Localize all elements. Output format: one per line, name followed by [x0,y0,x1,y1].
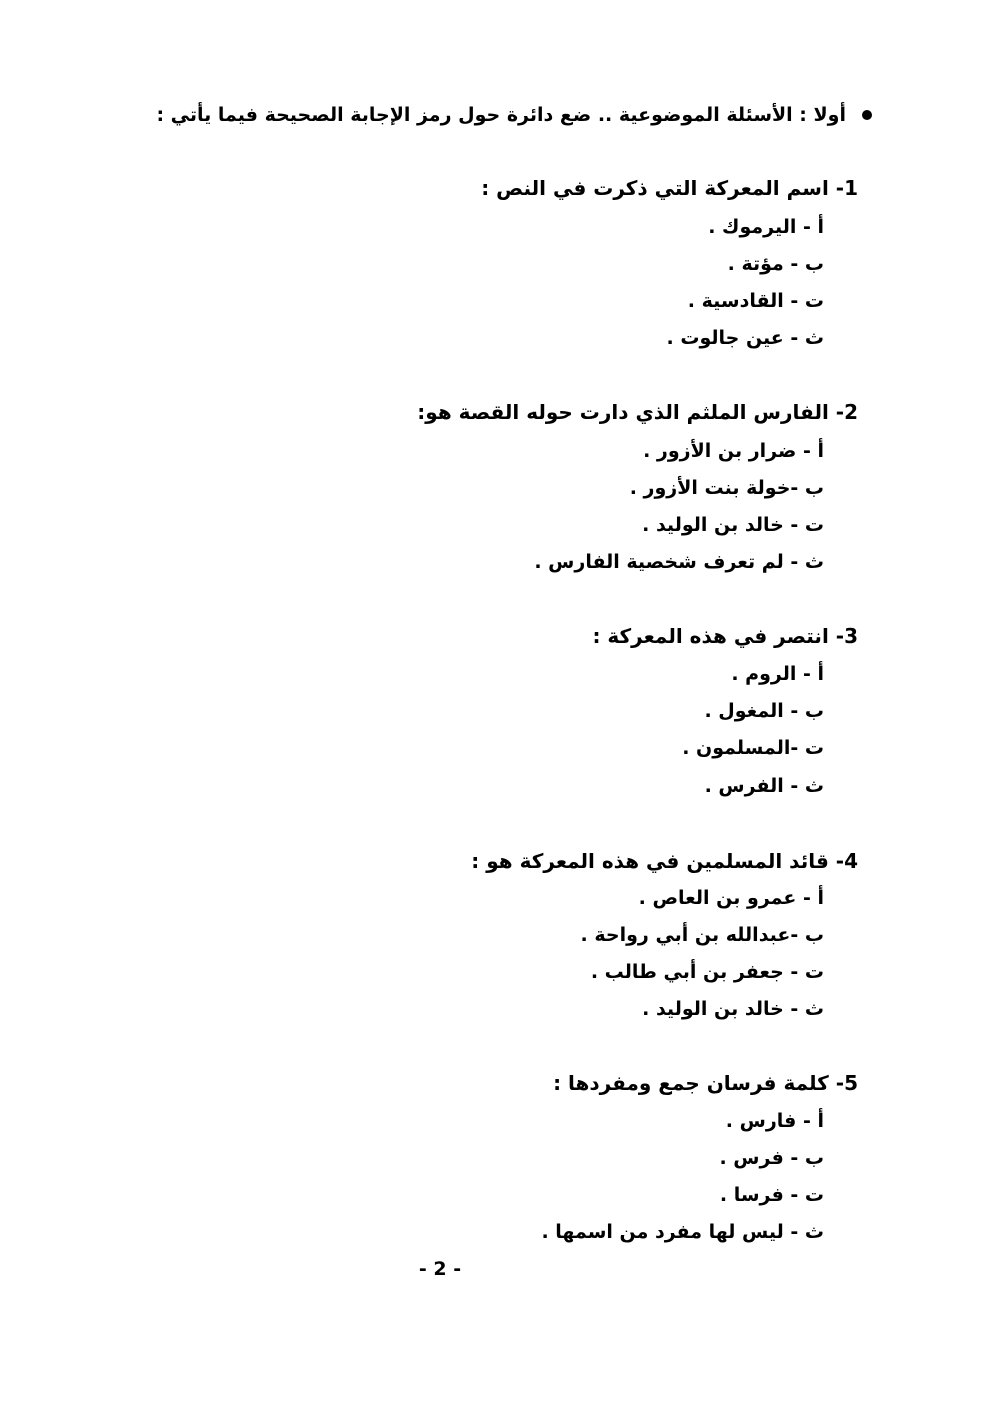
question-2-option-c: ت - خالد بن الوليد . [642,514,824,536]
question-5-option-a: أ - فارس . [725,1110,824,1132]
question-2-option-b: ب -خولة بنت الأزور . [629,477,824,499]
instructions-text: أولا : الأسئلة الموضوعية .. ضع دائرة حول رمز الإجابة الصحيحة فيما يأتي : [156,104,846,126]
question-1-option-b: ب - مؤتة . [727,253,824,275]
question-3-option-b: ب - المغول . [704,700,824,722]
question-4-option-c: ت - جعفر بن أبي طالب . [590,961,824,983]
question-5: 5- كلمة فرسان جمع ومفردها : [553,1071,858,1095]
question-2: 2- الفارس الملثم الذي دارت حوله القصة هو: [417,400,858,424]
question-3-option-d: ث - الفرس . [704,775,824,797]
question-4: 4- قائد المسلمين في هذه المعركة هو : [471,849,858,873]
instructions-heading [156,104,872,126]
question-1: 1- اسم المعركة التي ذكرت في النص : [481,176,858,200]
question-4-option-d: ث - خالد بن الوليد . [642,998,824,1020]
question-1-option-c: ت - القادسية . [687,290,824,312]
question-3: 3- انتصر في هذه المعركة : [592,624,858,648]
question-5-option-d: ث - ليس لها مفرد من اسمها . [541,1221,824,1243]
question-4-option-b: ب -عبدالله بن أبي رواحة . [580,924,824,946]
question-1-option-a: أ - اليرموك . [708,216,824,238]
question-5-option-c: ت - فرسا . [719,1184,824,1206]
question-1-option-d: ث - عين جالوت . [666,327,824,349]
question-2-option-d: ث - لم تعرف شخصية الفارس . [534,551,824,573]
question-3-option-c: ت -المسلمون . [682,737,824,759]
question-5-option-b: ب - فرس . [719,1147,824,1169]
question-3-option-a: أ - الروم . [731,663,824,685]
page-number: - 2 - [418,1258,462,1280]
bullet-icon [862,110,872,120]
question-2-option-a: أ - ضرار بن الأزور . [643,440,824,462]
question-4-option-a: أ - عمرو بن العاص . [638,887,824,909]
